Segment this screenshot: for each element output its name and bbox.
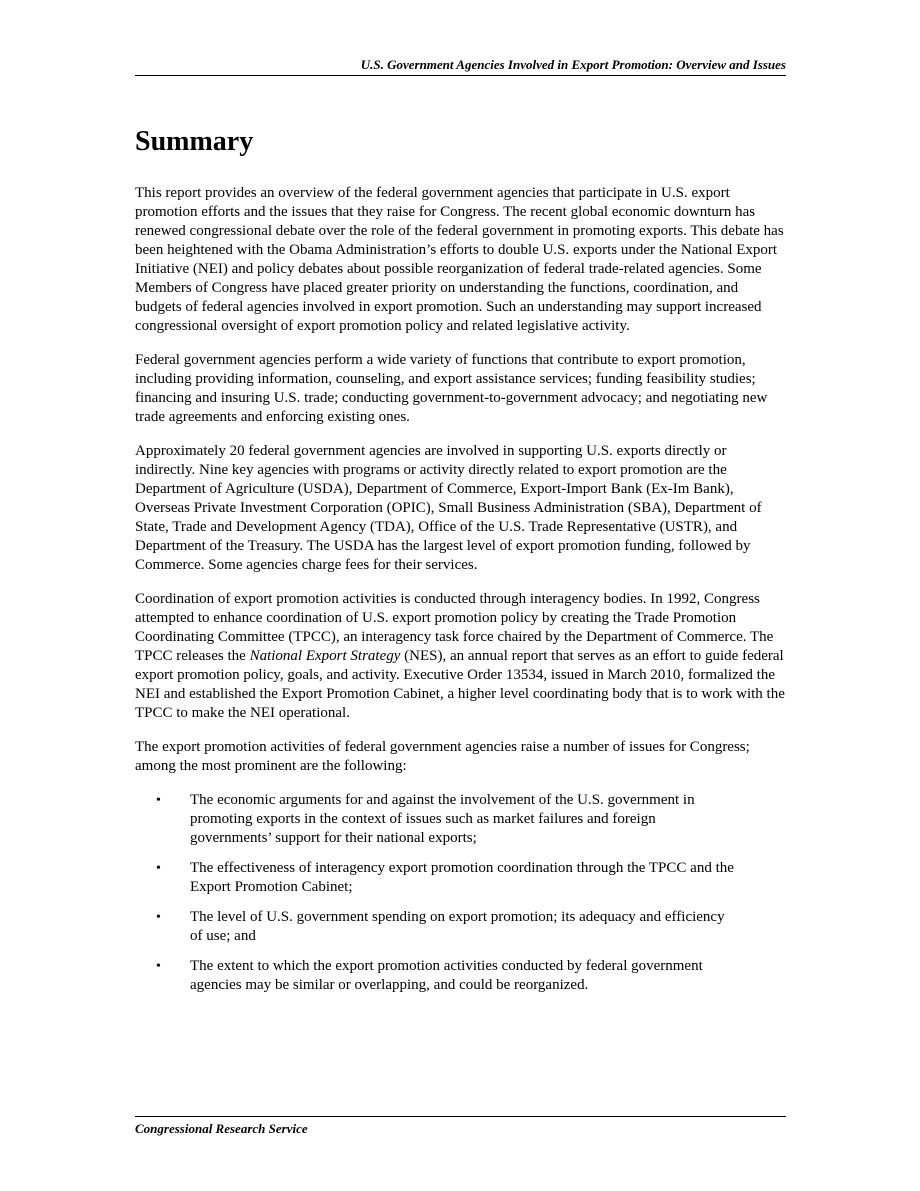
list-item-text: The level of U.S. government spending on export promotion; its adequacy and efficiency of use; and — [190, 909, 725, 944]
summary-section — [135, 122, 787, 1006]
paragraph-coordination — [135, 590, 787, 723]
coordination-text-start: Coordination of export promotion activities is conducted through interagency bodies. In 1992, Congress attempted to enhance coordination of U.S. export promotion policy by creating the Trade Promotion Coordinating Committee (TPCC), an interagency task force chaired by the Department of Commerce. The TPCC releases the — [135, 591, 774, 664]
list-item-text: The effectiveness of interagency export promotion coordination through the TPCC and the Export Promotion Cabinet; — [190, 860, 734, 895]
coordination-text-end: (NES), an annual report that serves as an effort to guide federal export promotion policy, goals, and activity. Executive Order 13534, issued in March 2010, formalized the NEI and established the Export Promotion Cabinet, a higher level coordinating body that is to work with the TPCC to make the NEI operational. — [135, 648, 785, 721]
bullet-icon: • — [156, 910, 161, 925]
paragraph-overview: This report provides an overview of the federal government agencies that participate in U.S. export promotion efforts and the issues that they raise for Congress. The recent global economic downturn has renewed congressional debate over the role of the federal government in promoting exports. This debate has been heightened with the Obama Administration’s efforts to double U.S. exports under the National Export Initiative (NEI) and policy debates about possible reorganization of federal trade-related agencies. Some Members of Congress have placed greater priority on understanding the functions, coordination, and budgets of federal agencies involved in export promotion. Such an understanding may support increased congressional oversight of export promotion policy and related legislative activity. — [135, 185, 784, 334]
list-item — [135, 957, 735, 995]
paragraph-functions: Federal government agencies perform a wide variety of functions that contribute to export promotion, including providing information, counseling, and export assistance services; funding feasibility studies; financing and insuring U.S. trade; conducting government-to-government advocacy; and negotiating new trade agreements and enforcing existing ones. — [135, 352, 768, 425]
section-heading: Summary — [135, 126, 254, 157]
paragraph-issues-intro: The export promotion activities of federal government agencies raise a number of issues for Congress; among the most prominent are the following: — [135, 739, 750, 774]
list-item — [135, 859, 735, 897]
bullet-icon: • — [156, 861, 161, 876]
list-item-text: The economic arguments for and against the involvement of the U.S. government in promoting exports in the context of issues such as market failures and foreign governments’ support for their national exports; — [190, 792, 695, 846]
list-item — [135, 791, 735, 848]
issues-list — [135, 791, 787, 995]
nes-title: National Export Strategy — [249, 648, 401, 664]
paragraph-agencies: Approximately 20 federal government agencies are involved in supporting U.S. exports directly or indirectly. Nine key agencies with programs or activity directly related to export promotion are the Department of Agriculture (USDA), Department of Commerce, Export-Import Bank (Ex-Im Bank), Overseas Private Investment Corporation (OPIC), Small Business Administration (SBA), Department of State, Trade and Development Agency (TDA), Office of the U.S. Trade Representative (USTR), and Department of the Treasury. The USDA has the largest level of export promotion funding, followed by Commerce. Some agencies charge fees for their services. — [135, 443, 762, 573]
running-header: U.S. Government Agencies Involved in Export Promotion: Overview and Issues — [135, 57, 786, 76]
bullet-icon: • — [156, 959, 161, 974]
list-item-text: The extent to which the export promotion activities conducted by federal government agencies may be similar or overlapping, and could be reorganized. — [190, 958, 703, 993]
running-footer: Congressional Research Service — [135, 1116, 786, 1137]
list-item — [135, 908, 735, 946]
bullet-icon: • — [156, 793, 161, 808]
